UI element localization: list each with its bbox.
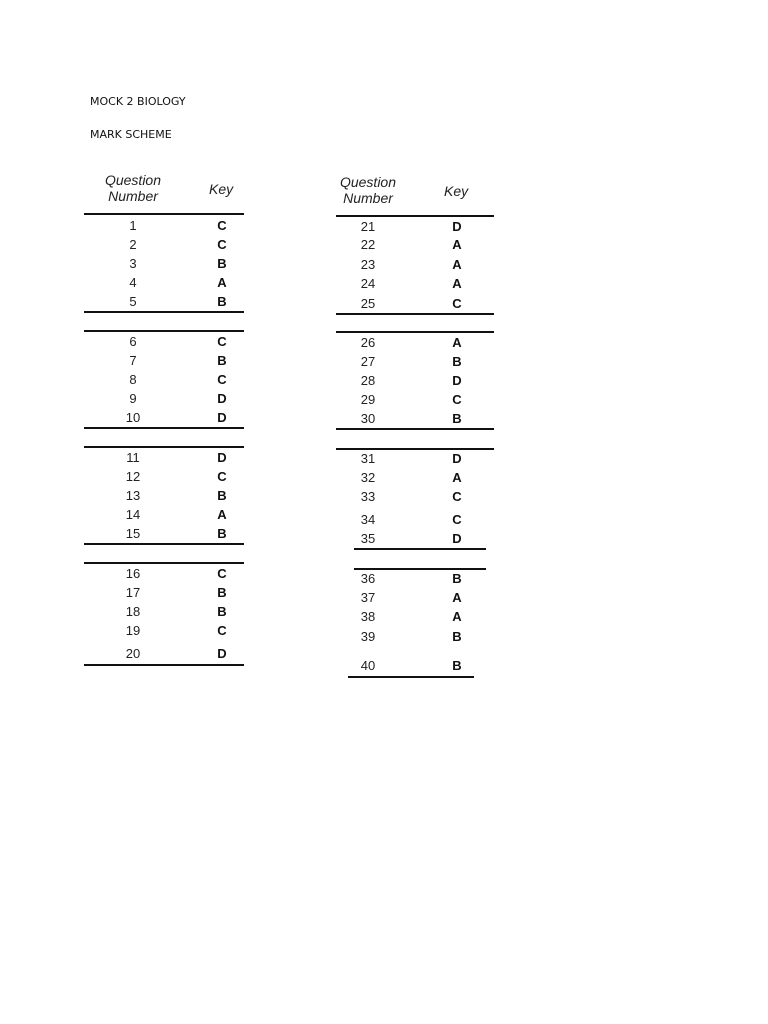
group-bottom-rule (84, 664, 244, 666)
question-number: 7 (129, 353, 137, 368)
answer-key: B (452, 629, 462, 644)
question-number: 15 (125, 526, 141, 541)
question-number: 3 (129, 256, 137, 271)
answer-key: B (217, 604, 227, 619)
question-number: 25 (360, 296, 376, 311)
question-number: 37 (360, 590, 376, 605)
question-number: 11 (126, 450, 140, 465)
answer-key: B (217, 488, 227, 503)
answer-key: C (452, 392, 462, 407)
answer-key: C (452, 512, 462, 527)
answer-key: D (452, 531, 462, 546)
answer-key: D (217, 450, 227, 465)
question-number: 6 (129, 334, 137, 349)
answer-key: A (452, 257, 462, 272)
question-number: 14 (125, 507, 141, 522)
answer-key: D (452, 451, 462, 466)
answer-key: C (217, 237, 227, 252)
question-number: 17 (125, 585, 141, 600)
question-number: 12 (125, 469, 141, 484)
answer-key: D (452, 373, 462, 388)
answer-key: B (452, 658, 462, 673)
answer-key: D (217, 646, 227, 661)
document-title: MOCK 2 BIOLOGY (90, 95, 186, 108)
question-number: 23 (360, 257, 376, 272)
question-number: 34 (360, 512, 376, 527)
header-key: Key (444, 183, 469, 199)
question-number: 24 (360, 276, 376, 291)
group-top-rule (84, 562, 244, 564)
answer-key: B (217, 585, 227, 600)
question-number: 16 (125, 566, 141, 581)
question-number: 36 (360, 571, 376, 586)
answer-key: B (217, 294, 227, 309)
answer-key: B (217, 526, 227, 541)
answer-key: C (452, 489, 462, 504)
question-number: 21 (360, 219, 376, 234)
question-number: 33 (360, 489, 376, 504)
answer-key: C (217, 623, 227, 638)
header-rule (336, 215, 494, 217)
group-top-rule (84, 446, 244, 448)
group-bottom-rule (336, 313, 494, 315)
question-number: 28 (360, 373, 376, 388)
group-bottom-rule (354, 548, 486, 550)
answer-key: B (452, 354, 462, 369)
question-number: 19 (125, 623, 141, 638)
question-number: 8 (129, 372, 137, 387)
question-number: 26 (360, 335, 376, 350)
answer-key: A (217, 507, 227, 522)
answer-key: B (217, 256, 227, 271)
header-rule (84, 213, 244, 215)
header-key: Key (209, 181, 234, 197)
question-number: 5 (129, 294, 137, 309)
question-number: 39 (360, 629, 376, 644)
question-number: 1 (129, 218, 137, 233)
group-bottom-rule (336, 428, 494, 430)
question-number: 30 (360, 411, 376, 426)
answer-key: B (452, 571, 462, 586)
group-bottom-rule (84, 543, 244, 545)
answer-key: C (217, 334, 227, 349)
answer-key: A (217, 275, 227, 290)
group-top-rule (354, 568, 486, 570)
question-number: 38 (360, 609, 376, 624)
document-subtitle: MARK SCHEME (90, 128, 172, 141)
answer-key: C (217, 469, 227, 484)
question-number: 27 (360, 354, 376, 369)
answer-key: A (452, 276, 462, 291)
question-number: 20 (125, 646, 141, 661)
question-number: 18 (125, 604, 141, 619)
question-number: 32 (360, 470, 376, 485)
answer-key: A (452, 609, 462, 624)
answer-key: B (452, 411, 462, 426)
header-question-number: Question Number (104, 172, 162, 204)
header-question-number: Question Number (339, 174, 397, 206)
question-number: 22 (360, 237, 376, 252)
question-number: 31 (360, 451, 376, 466)
answer-key: A (452, 470, 462, 485)
answer-key: D (217, 410, 227, 425)
answer-key: A (452, 335, 462, 350)
question-number: 10 (125, 410, 141, 425)
question-number: 13 (125, 488, 141, 503)
group-bottom-rule (348, 676, 474, 678)
answer-key: C (217, 566, 227, 581)
question-number: 40 (360, 658, 376, 673)
group-bottom-rule (84, 427, 244, 429)
group-top-rule (84, 330, 244, 332)
question-number: 29 (360, 392, 376, 407)
question-number: 4 (129, 275, 137, 290)
question-number: 35 (360, 531, 376, 546)
answer-key: B (217, 353, 227, 368)
group-bottom-rule (84, 311, 244, 313)
group-top-rule (336, 448, 494, 450)
answer-key: C (217, 218, 227, 233)
group-top-rule (336, 331, 494, 333)
answer-key: A (452, 590, 462, 605)
answer-key: D (217, 391, 227, 406)
question-number: 2 (129, 237, 137, 252)
answer-key: C (217, 372, 227, 387)
answer-key: C (452, 296, 462, 311)
question-number: 9 (129, 391, 137, 406)
answer-key: A (452, 237, 462, 252)
answer-key: D (452, 219, 462, 234)
